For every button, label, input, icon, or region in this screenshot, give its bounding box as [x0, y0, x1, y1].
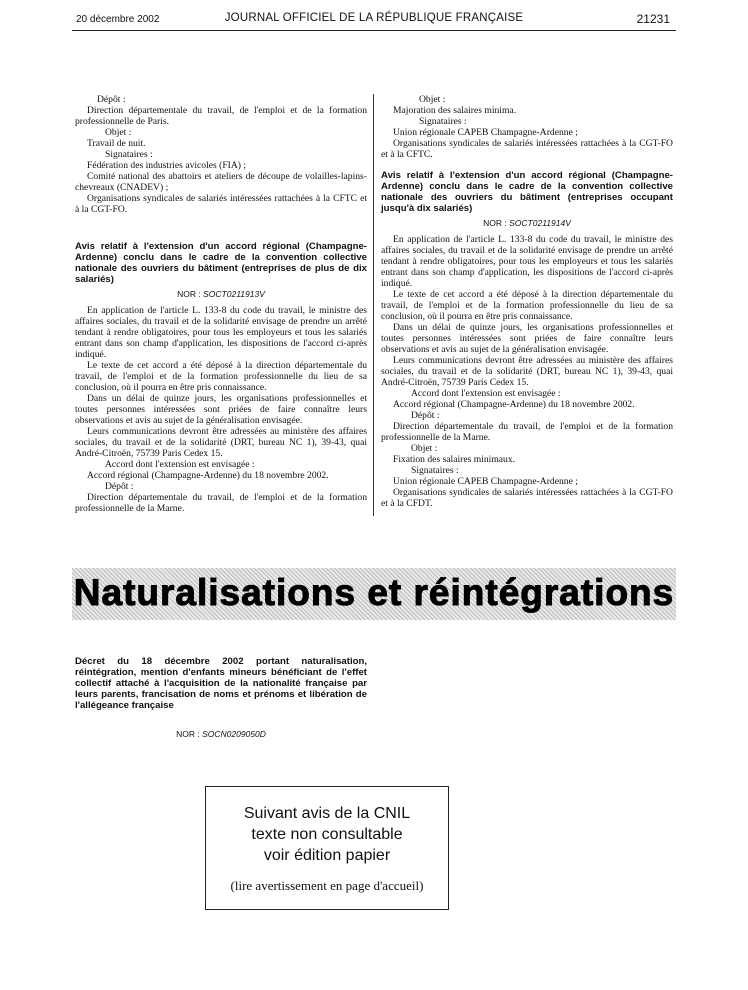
right-column — [381, 94, 673, 509]
page-number: 21231 — [636, 12, 670, 26]
paragraph: Accord régional (Champagne-Ardenne) du 18 novembre 2002. — [87, 470, 329, 481]
left-column — [75, 94, 367, 514]
header-date: 20 décembre 2002 — [76, 14, 160, 25]
paragraph: Leurs communications devront être adressées au ministère des affaires sociales, du travail et de la solidarité (DRT, bureau NC 1), 39-43, quai André-Citroën, 75739 Paris Cedex 15. — [75, 426, 367, 459]
paragraph: Objet : — [411, 443, 438, 454]
paragraph: Fédération des industries avicoles (FIA) ; — [87, 160, 247, 171]
paragraph: Dépôt : — [411, 410, 440, 421]
paragraph: Objet : — [105, 127, 132, 138]
paragraph: Accord régional (Champagne-Ardenne) du 18 novembre 2002. — [393, 399, 635, 410]
paragraph: Union régionale CAPEB Champagne-Ardenne ; — [393, 476, 578, 487]
cnil-line-3: voir édition papier — [263, 847, 391, 864]
paragraph: Comité national des abattoirs et ateliers de découpe de volailles-lapins-chevreaux (CNADEV) ; — [75, 171, 367, 193]
decree-nor: NOR : SOCN0209050D — [176, 729, 266, 739]
paragraph: Dans un délai de quinze jours, les organisations professionnelles et toutes personnes intéressées sont priées de faire connaître leurs observations et avis au sujet de la généralisation envisagée. — [75, 393, 367, 426]
left-top-block — [75, 94, 367, 215]
paragraph: En application de l'article L. 133-8 du code du travail, le ministre des affaires sociales, du travail et de la solidarité envisage de prendre un arrêté tendant à rendre obligatoires, pour tous les employeurs et tous les salariés entrant dans son champ d'application, les dispositions de l'accord ci-après indiqué. — [75, 305, 367, 360]
paragraph: Accord dont l'extension est envisagée : — [105, 459, 255, 470]
paragraph: Dépôt : — [97, 94, 126, 105]
notice-title-right: Avis relatif à l'extension d'un accord régional (Champagne-Ardenne) conclu dans le cadre de la convention collective nationale des ouvriers du bâtiment (entreprises occupant jusqu'à dix salariés) — [381, 170, 673, 214]
column-divider — [373, 94, 374, 516]
paragraph: Signataires : — [105, 149, 153, 160]
paragraph: Majoration des salaires minima. — [393, 105, 517, 116]
paragraph: Dans un délai de quinze jours, les organisations professionnelles et toutes personnes intéressées sont priées de faire connaître leurs observations et avis au sujet de la généralisation envisagée. — [381, 322, 673, 355]
journal-title: JOURNAL OFFICIEL DE LA RÉPUBLIQUE FRANÇAISE — [224, 12, 524, 24]
page-header — [0, 0, 748, 30]
paragraph: Signataires : — [411, 465, 459, 476]
paragraph: Organisations syndicales de salariés intéressées rattachées à la CGT-FO et à la CFTC. — [381, 138, 673, 160]
section-banner — [72, 568, 676, 620]
paragraph: Le texte de cet accord a été déposé à la direction départementale du travail, de l'emploi et de la formation professionnelle du lieu de sa conclusion, où il pourra en être pris connaissance. — [381, 289, 673, 322]
decree-title: Décret du 18 décembre 2002 portant naturalisation, réintégration, mention d'enfants mineurs bénéficiant de l'effet collectif attaché à l'acquisition de la nationalité française par leurs parents, francisation de noms et prénoms et libération de l'allégeance française — [75, 656, 367, 711]
notice-title-left: Avis relatif à l'extension d'un accord régional (Champagne-Ardenne) conclu dans le cadre de la convention collective nationale des ouvriers du bâtiment (entreprises de plus de dix salariés) — [75, 241, 367, 285]
paragraph: Organisations syndicales de salariés intéressées rattachées à la CGT-FO et à la CFDT. — [381, 487, 673, 509]
paragraph: Fixation des salaires minimaux. — [393, 454, 516, 465]
paragraph: Direction départementale du travail, de l'emploi et de la formation professionnelle de Paris. — [75, 105, 367, 127]
nor-reference-right: NOR : SOCT0211914V — [483, 218, 571, 228]
header-rule — [72, 30, 676, 31]
paragraph: Signataires : — [419, 116, 467, 127]
left-body-block — [75, 305, 367, 514]
paragraph: Organisations syndicales de salariés intéressées rattachées à la CFTC et à la CGT-FO. — [75, 193, 367, 215]
paragraph: En application de l'article L. 133-8 du code du travail, le ministre des affaires sociales, du travail et de la solidarité envisage de prendre un arrêté tendant à rendre obligatoires, pour tous les employeurs et tous les salariés entrant dans son champ d'application, les dispositions de l'accord ci-après indiqué. — [381, 234, 673, 289]
paragraph: Le texte de cet accord a été déposé à la direction départementale du travail, de l'emploi et de la formation professionnelle du lieu de sa conclusion, où il pourra en être pris connaissance. — [75, 360, 367, 393]
paragraph: Direction départementale du travail, de l'emploi et de la formation professionnelle de la Marne. — [381, 421, 673, 443]
paragraph: Objet : — [419, 94, 446, 105]
right-top-block — [381, 94, 673, 160]
cnil-notice-box — [205, 786, 449, 910]
paragraph: Dépôt : — [105, 481, 134, 492]
cnil-line-1: Suivant avis de la CNIL — [243, 805, 411, 822]
cnil-line-4: (lire avertissement en page d'accueil) — [230, 878, 424, 893]
right-body-block — [381, 234, 673, 509]
paragraph: Direction départementale du travail, de l'emploi et de la formation professionnelle de la Marne. — [75, 492, 367, 514]
paragraph: Accord dont l'extension est envisagée : — [411, 388, 561, 399]
cnil-line-2: texte non consultable — [251, 826, 403, 843]
paragraph: Travail de nuit. — [87, 138, 146, 149]
section-banner-title: Naturalisations et réintégrations — [73, 572, 675, 613]
paragraph: Union régionale CAPEB Champagne-Ardenne ; — [393, 127, 578, 138]
nor-reference-left: NOR : SOCT0211913V — [177, 289, 265, 299]
paragraph: Leurs communications devront être adressées au ministère des affaires sociales, du travail et de la solidarité (DRT, bureau NC 1), 39-43, quai André-Citroën, 75739 Paris Cedex 15. — [381, 355, 673, 388]
